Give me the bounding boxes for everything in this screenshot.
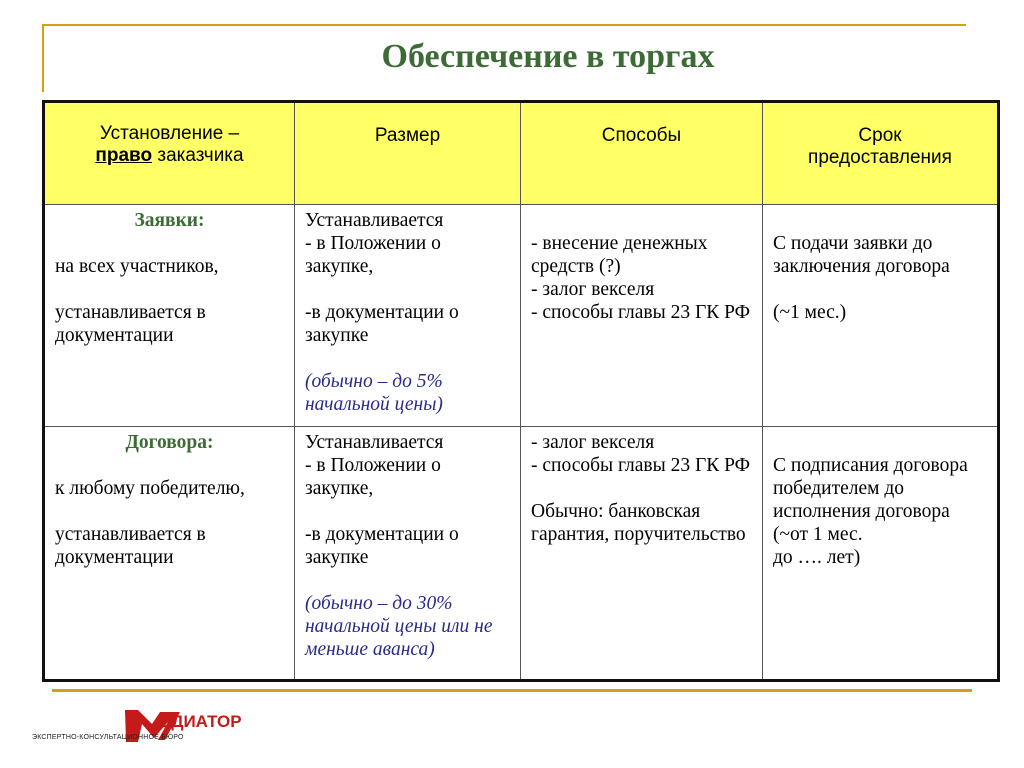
logo-name: ЕДИАТОР: [160, 712, 242, 731]
row2-establishment-cell: Договора: к любому победителю, устанавливается в документации: [44, 427, 295, 681]
header-methods: Способы: [521, 102, 763, 205]
note-text: (обычно – до 30% начальной цены или не меньше аванса): [305, 593, 493, 660]
row1-establishment-cell: Заявки: на всех участников, устанавливается в документации: [44, 205, 295, 427]
category-label: Договора:: [125, 432, 214, 453]
bottom-accent-line: [52, 689, 972, 692]
row2-methods-cell: - залог векселя - способы главы 23 ГК РФ Обычно: банковская гарантия, поручительство: [521, 427, 763, 681]
table-row: [44, 205, 999, 427]
row1-methods-cell: - внесение денежных средств (?) - залог векселя - способы главы 23 ГК РФ: [521, 205, 763, 427]
row1-size-cell: Устанавливается - в Положении о закупке, -в документации о закупке (обычно – до 5% начальной цены): [295, 205, 521, 427]
row2-term-cell: С подписания договора победителем до исполнения договора (~от 1 мес. до …. лет): [763, 427, 999, 681]
logo-subtitle: ЭКСПЕРТНО-КОНСУЛЬТАЦИОННОЕ БЮРО: [32, 734, 184, 741]
header-establishment: Установление – право заказчика: [44, 102, 295, 205]
top-accent-line: [42, 24, 966, 26]
row1-term-cell: С подачи заявки до заключения договора (~1 мес.): [763, 205, 999, 427]
security-table: [42, 100, 1000, 682]
note-text: (обычно – до 5% начальной цены): [305, 371, 443, 415]
header-size: Размер: [295, 102, 521, 205]
row2-size-cell: Устанавливается - в Положении о закупке, -в документации о закупке (обычно – до 30% начальной цены или не меньше аванса): [295, 427, 521, 681]
slide-title: Обеспечение в торгах: [381, 38, 715, 75]
category-label: Заявки:: [134, 210, 205, 231]
table-header-row: [44, 102, 999, 205]
header-underlined-word: право: [95, 145, 153, 166]
header-term: Срок предоставления: [763, 102, 999, 205]
table-row: [44, 427, 999, 681]
